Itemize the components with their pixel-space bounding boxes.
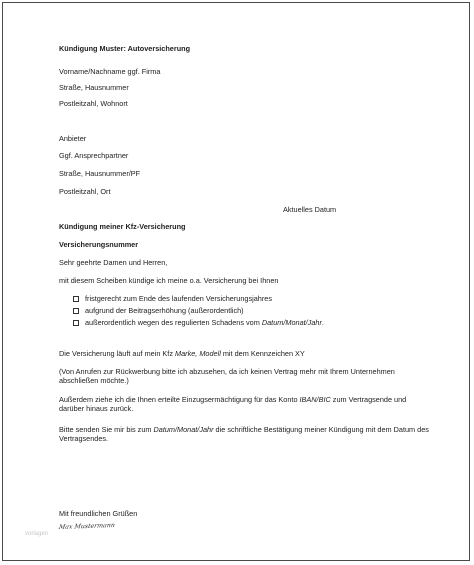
direct-debit-text-end: zum Vertragsende und darüber hinaus zurück. xyxy=(59,395,407,413)
option-text-end: . xyxy=(321,318,324,327)
salutation: Sehr geehrte Damen und Herren, xyxy=(59,258,168,267)
option-text: fristgerecht zum Ende des laufenden Versicherungsjahres xyxy=(85,294,272,303)
recipient-company: Anbieter xyxy=(59,134,87,143)
option-list-item xyxy=(73,294,272,303)
sender-name: Vorname/Nachname ggf. Firma xyxy=(59,67,161,76)
closing: Mit freundlichen Grüßen xyxy=(59,509,138,518)
paragraph-confirmation xyxy=(59,425,429,443)
iban-placeholder: IBAN/BIC xyxy=(299,395,331,404)
option-text: außerordentlich wegen des regulierten Schadens vom xyxy=(85,318,262,327)
confirmation-date-placeholder: Datum/Monat/Jahr xyxy=(153,425,214,434)
letter-subject: Kündigung Muster: Autoversicherung xyxy=(59,44,191,53)
checkbox-icon xyxy=(73,308,79,314)
paragraph-direct-debit xyxy=(59,395,429,413)
option-date-placeholder: Datum/Monat/Jahr xyxy=(261,318,322,327)
sender-city: Postleitzahl, Wohnort xyxy=(59,99,128,108)
recipient-city: Postleitzahl, Ort xyxy=(59,187,111,196)
confirmation-text: Bitte senden Sie mir bis zum xyxy=(59,425,154,434)
option-list-item xyxy=(73,306,244,315)
watermark: vorlagen xyxy=(25,531,49,537)
vehicle-line xyxy=(59,349,305,358)
direct-debit-text: Außerdem ziehe ich die Ihnen erteilte Einzugsermächtigung für das Konto xyxy=(59,395,300,404)
signature: Max Mustermann xyxy=(58,522,116,531)
intro-line: mit diesem Scheiben kündige ich meine o.a. Versicherung bei Ihnen xyxy=(59,276,279,285)
letter-heading: Kündigung meiner Kfz-Versicherung xyxy=(59,222,186,231)
policy-number: Versicherungsnummer xyxy=(59,240,139,249)
vehicle-model-placeholder: Marke, Modell xyxy=(175,349,221,358)
recipient-street: Straße, Hausnummer/PF xyxy=(59,169,141,178)
checkbox-icon xyxy=(73,320,79,326)
checkbox-icon xyxy=(73,296,79,302)
letter-date: Aktuelles Datum xyxy=(283,205,337,214)
option-text: aufgrund der Beitragserhöhung (außerordentlich) xyxy=(85,306,244,315)
document-page xyxy=(2,2,470,561)
option-list-item xyxy=(73,318,324,327)
recipient-contact: Ggf. Ansprechpartner xyxy=(59,151,129,160)
sender-street: Straße, Hausnummer xyxy=(59,83,129,92)
paragraph-calls: (Von Anrufen zur Rückwerbung bitte ich abzusehen, da ich keinen Vertrag mehr mit Ihrem Unternehmen abschließen möchte.) xyxy=(59,367,395,385)
vehicle-text: Die Versicherung läuft auf mein Kfz xyxy=(59,349,175,358)
vehicle-text-end: mit dem Kennzeichen XY xyxy=(220,349,305,358)
confirmation-text-end: die schriftliche Bestätigung meiner Kündigung mit dem Datum des Vertragsendes. xyxy=(59,425,429,443)
